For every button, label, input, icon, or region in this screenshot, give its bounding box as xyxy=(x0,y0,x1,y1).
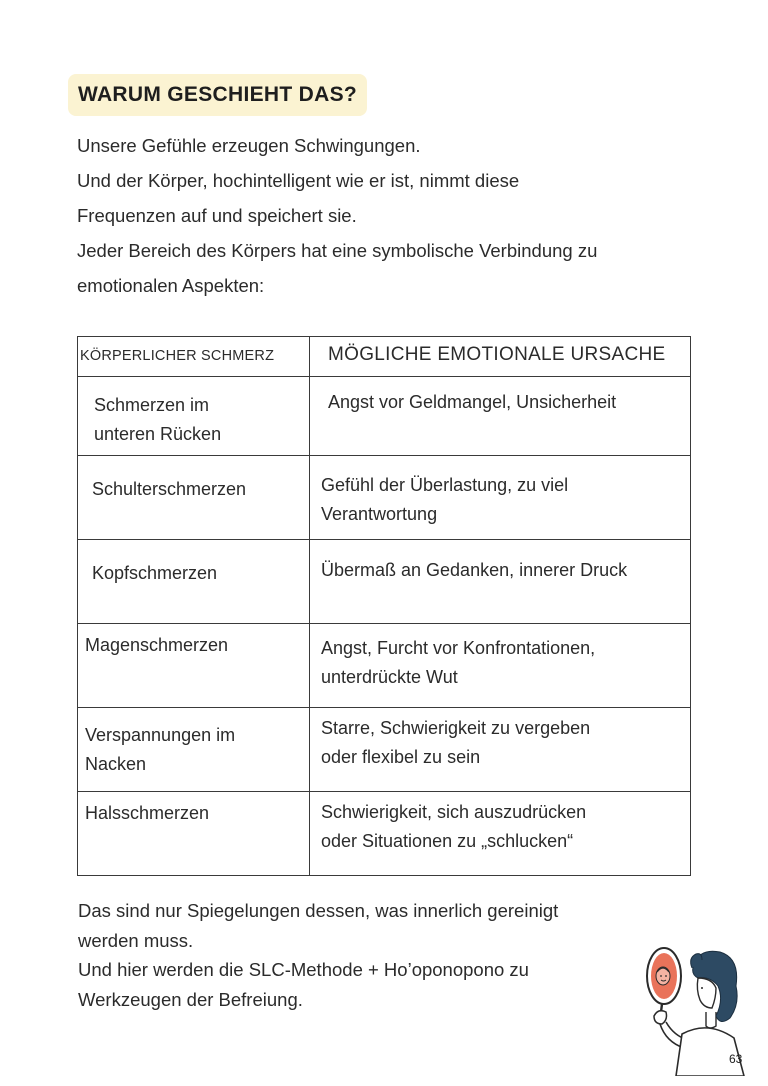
cause-line: Übermaß an Gedanken, innerer Druck xyxy=(321,560,628,580)
cause-cell xyxy=(321,634,595,692)
cause-cell xyxy=(328,388,616,417)
pain-emotion-table xyxy=(77,336,691,876)
pain-line: Schulterschmerzen xyxy=(92,479,247,499)
page-number: 63 xyxy=(729,1052,743,1066)
pain-line: Magenschmerzen xyxy=(85,635,229,655)
pain-line: Kopfschmerzen xyxy=(92,563,218,583)
pain-cell xyxy=(85,721,235,779)
cause-line: oder Situationen zu „schlucken“ xyxy=(321,831,574,851)
pain-cell xyxy=(92,559,217,588)
cause-line: Angst vor Geldmangel, Unsicherheit xyxy=(328,392,617,412)
outro-line: Werkzeugen der Befreiung. xyxy=(78,988,303,1010)
pain-line: Nacken xyxy=(85,754,147,774)
table-row xyxy=(78,539,690,624)
outro-line: werden muss. xyxy=(78,929,194,951)
table-row xyxy=(78,376,690,456)
closing-paragraph xyxy=(78,896,678,1014)
cause-line: Gefühl der Überlastung, zu viel xyxy=(321,475,569,495)
cause-line: Starre, Schwierigkeit zu vergeben xyxy=(321,718,591,738)
section-heading-text: WARUM GESCHIEHT DAS? xyxy=(78,83,357,106)
cause-line: Schwierigkeit, sich auszudrücken xyxy=(321,802,587,822)
pain-cell xyxy=(85,631,228,660)
cause-line: unterdrückte Wut xyxy=(321,667,458,687)
table-row xyxy=(78,455,690,540)
cause-line: Angst, Furcht vor Konfrontationen, xyxy=(321,638,596,658)
outro-line: Und hier werden die SLC-Methode + Ho’oponopono zu xyxy=(78,959,529,980)
header-physical-pain: KÖRPERLICHER SCHMERZ xyxy=(80,348,275,364)
table-row xyxy=(78,791,690,876)
pain-cell xyxy=(85,799,209,828)
cause-cell xyxy=(321,556,627,585)
intro-paragraph xyxy=(77,128,717,303)
intro-line: Unsere Gefühle erzeugen Schwingungen. xyxy=(77,135,421,156)
pain-line: unteren Rücken xyxy=(94,424,222,444)
table-row xyxy=(78,623,690,708)
intro-line: Frequenzen auf und speichert sie. xyxy=(77,205,357,226)
cause-cell xyxy=(321,714,590,772)
cause-line: Verantwortung xyxy=(321,504,438,524)
intro-line: Jeder Bereich des Körpers hat eine symbolische Verbindung zu xyxy=(77,240,598,261)
table-row xyxy=(78,707,690,792)
cause-cell xyxy=(321,798,586,856)
cause-cell xyxy=(321,471,568,529)
pain-cell xyxy=(94,391,221,449)
pain-line: Halsschmerzen xyxy=(85,803,210,823)
pain-cell xyxy=(92,475,246,504)
outro-line: Das sind nur Spiegelungen dessen, was innerlich gereinigt xyxy=(78,900,559,921)
pain-line: Verspannungen im xyxy=(85,725,236,745)
cause-line: oder flexibel zu sein xyxy=(321,747,481,767)
table-header-row xyxy=(78,337,690,376)
section-heading xyxy=(68,74,367,116)
pain-line: Schmerzen im xyxy=(94,395,210,415)
intro-line: Und der Körper, hochintelligent wie er ist, nimmt diese xyxy=(77,170,520,191)
intro-line: emotionalen Aspekten: xyxy=(77,275,265,296)
header-emotional-cause: MÖGLICHE EMOTIONALE URSACHE xyxy=(328,344,666,365)
